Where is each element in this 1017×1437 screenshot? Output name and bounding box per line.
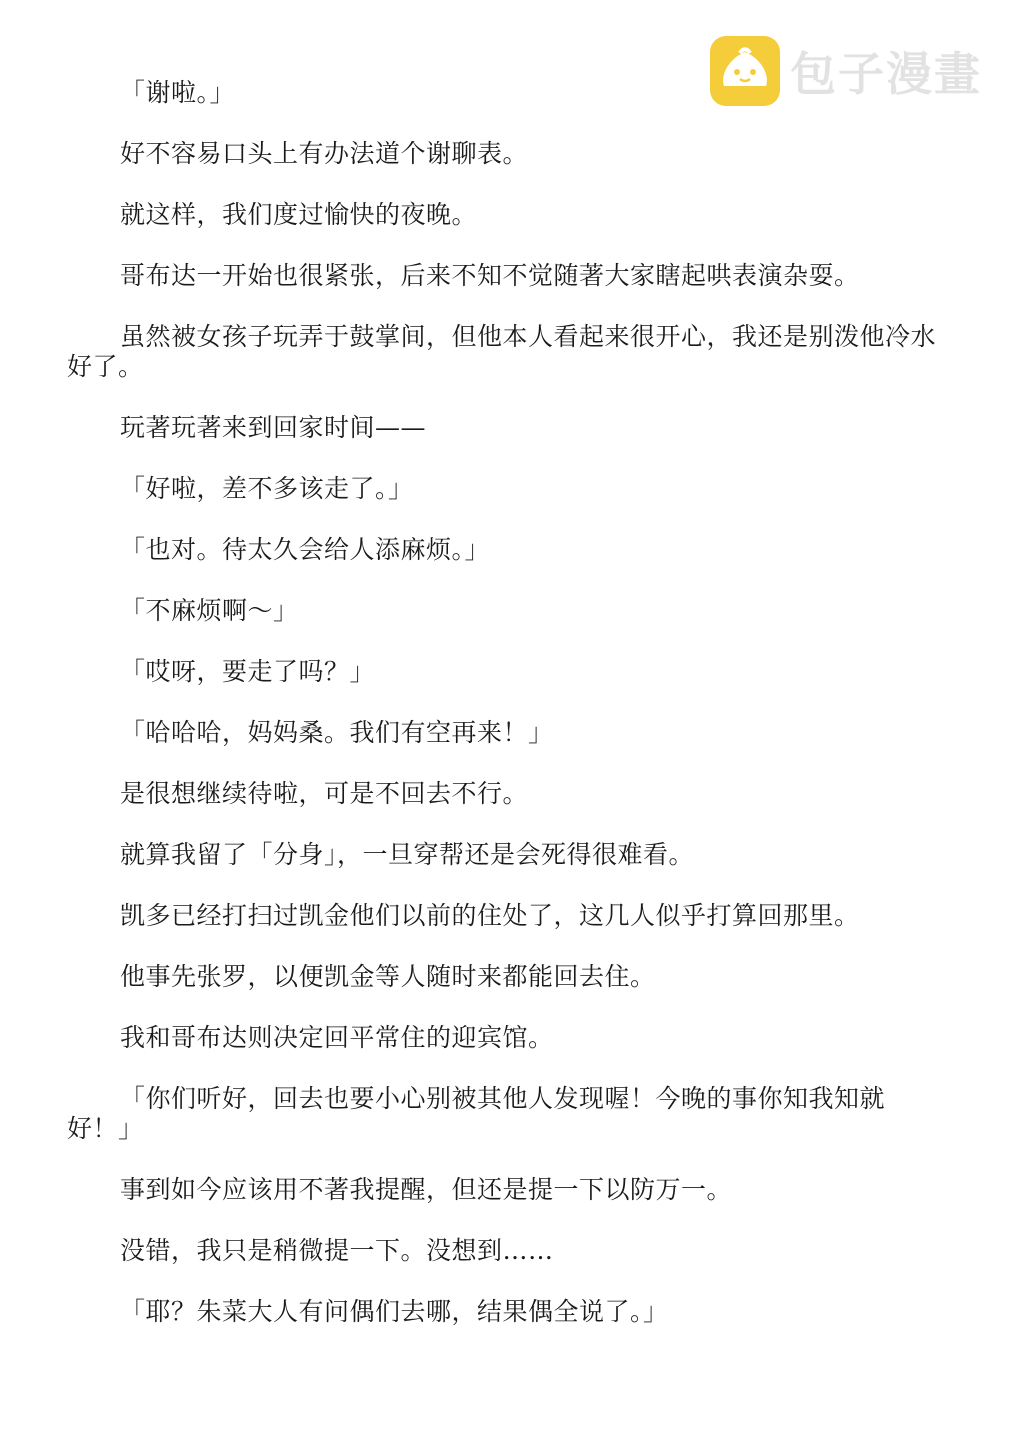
paragraph: 「你们听好，回去也要小心别被其他人发现喔！今晚的事你知我知就好！」 <box>67 1084 886 1143</box>
paragraph: 没错，我只是稍微提一下。没想到…… <box>120 1236 554 1265</box>
paragraph: 「不麻烦啊～」 <box>120 596 299 625</box>
text-body <box>67 78 947 1358</box>
paragraph: 「哎呀，要走了吗？」 <box>120 657 376 686</box>
paragraph: 好不容易口头上有办法道个谢聊表。 <box>120 139 529 168</box>
paragraph: 凯多已经打扫过凯金他们以前的住处了，这几人似乎打算回那里。 <box>120 901 860 930</box>
paragraph: 哥布达一开始也很紧张，后来不知不觉随著大家瞎起哄表演杂耍。 <box>120 261 860 290</box>
paragraph: 是很想继续待啦，可是不回去不行。 <box>120 779 529 808</box>
paragraph: 事到如今应该用不著我提醒，但还是提一下以防万一。 <box>120 1175 733 1204</box>
paragraph: 就这样，我们度过愉快的夜晚。 <box>120 200 478 229</box>
paragraph: 就算我留了「分身」，一旦穿帮还是会死得很难看。 <box>120 840 695 869</box>
paragraph: 玩著玩著来到回家时间—— <box>120 413 427 442</box>
paragraph: 我和哥布达则决定回平常住的迎宾馆。 <box>120 1023 554 1052</box>
paragraph: 「好啦，差不多该走了。」 <box>120 474 414 503</box>
paragraph: 「也对。待太久会给人添麻烦。」 <box>120 535 491 564</box>
watermark-text: 包子漫畫 <box>790 47 982 101</box>
paragraph: 「耶？朱菜大人有问偶们去哪，结果偶全说了。」 <box>120 1297 669 1326</box>
paragraph: 虽然被女孩子玩弄于鼓掌间，但他本人看起来很开心，我还是别泼他冷水好了。 <box>67 322 937 381</box>
paragraph: 「谢啦。」 <box>120 78 236 107</box>
paragraph: 他事先张罗，以便凯金等人随时来都能回去住。 <box>120 962 656 991</box>
paragraph: 「哈哈哈，妈妈桑。我们有空再来！」 <box>120 718 554 747</box>
